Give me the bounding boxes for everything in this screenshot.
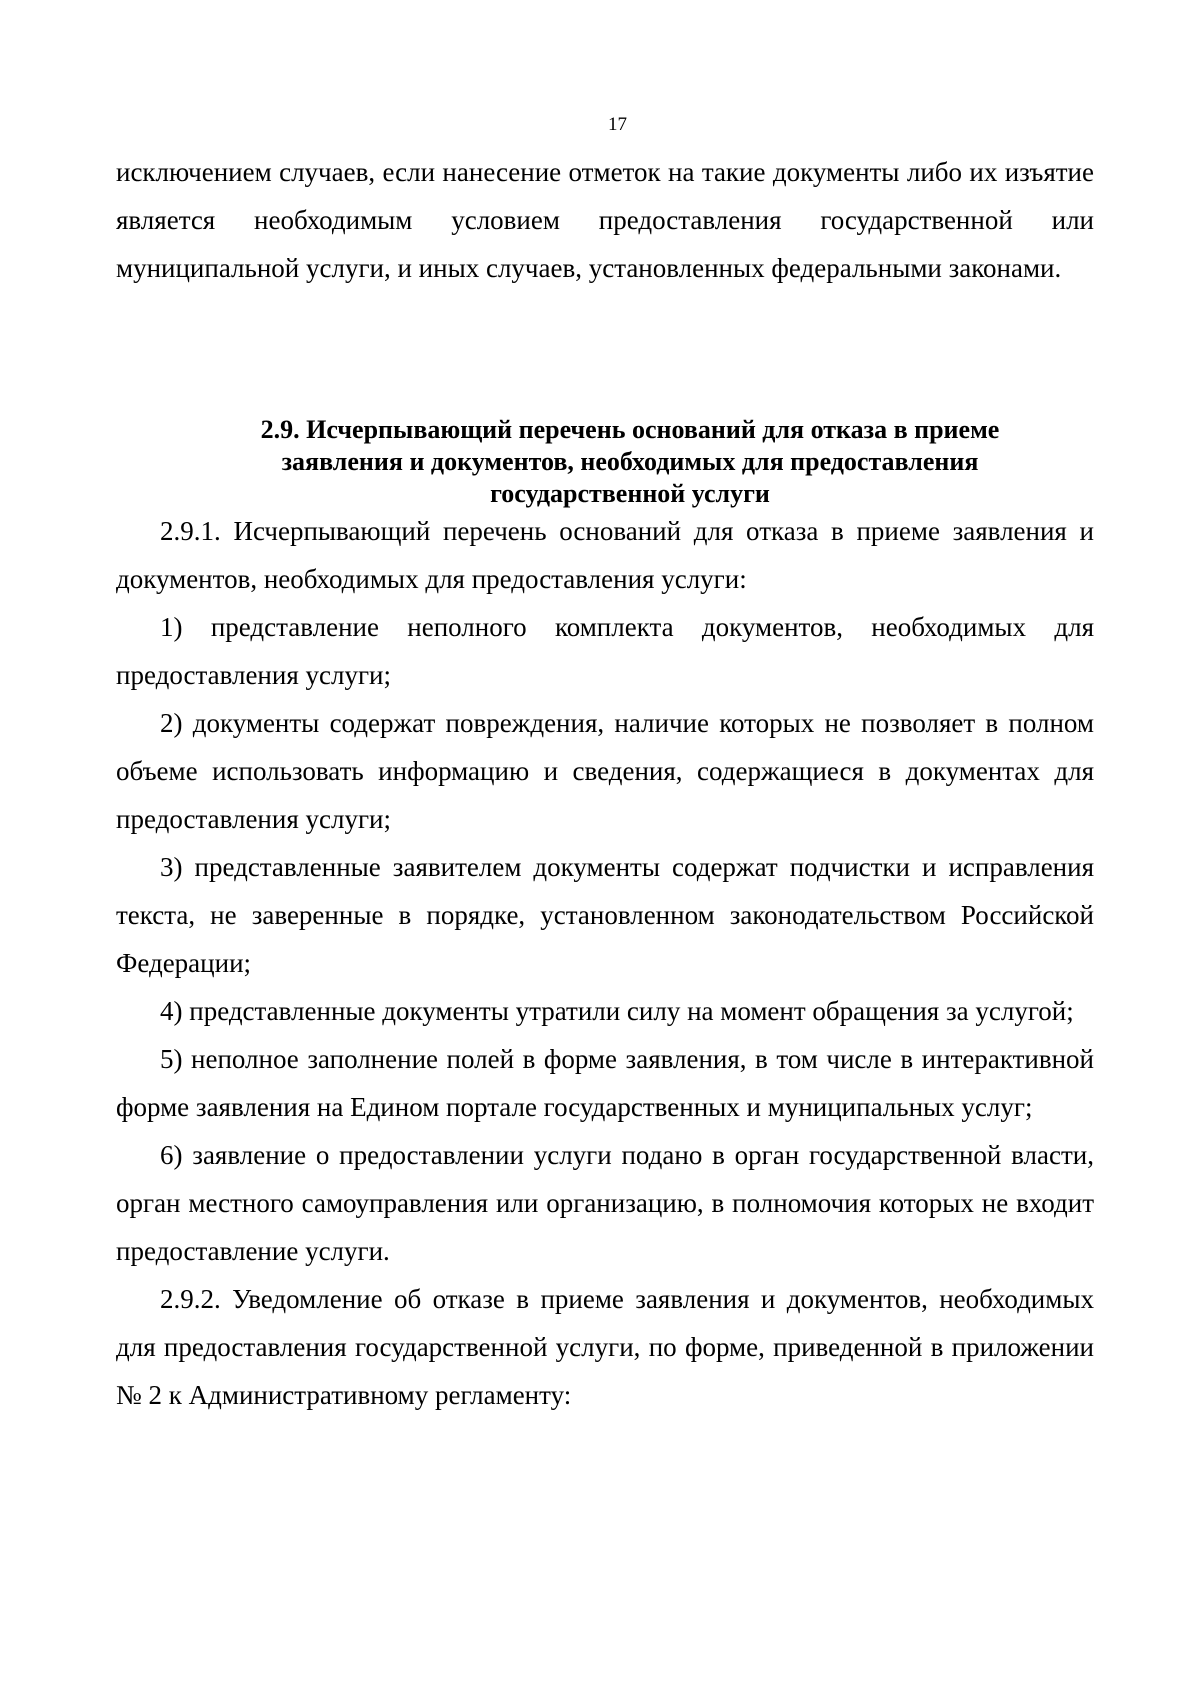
list-item-5: 5) неполное заполнение полей в форме заявления, в том числе в интерактивной форме заявления на Едином портале государственных и муниципальных услуг; — [116, 1044, 1094, 1122]
paragraph-2-9-2: 2.9.2. Уведомление об отказе в приеме заявления и документов, необходимых для предоставления государственной услуги, по форме, приведенной в приложении № 2 к Административному регламенту: — [116, 1284, 1094, 1410]
section-heading-line-2: заявления и документов, необходимых для предоставления — [281, 447, 979, 476]
paragraph-2-9-1: 2.9.1. Исчерпывающий перечень оснований для отказа в приеме заявления и документов, необходимых для предоставления услуги: — [116, 516, 1094, 594]
list-item-4: 4) представленные документы утратили силу на момент обращения за услугой; — [160, 996, 1074, 1026]
section-heading-line-1: 2.9. Исчерпывающий перечень оснований для отказа в приеме — [260, 415, 1000, 444]
list-item-6: 6) заявление о предоставлении услуги подано в орган государственной власти, орган местного самоуправления или организацию, в полномочия которых не входит предоставление услуги. — [116, 1140, 1094, 1266]
list-item-3: 3) представленные заявителем документы содержат подчистки и исправления текста, не заверенные в порядке, установленном законодательством Российской Федерации; — [116, 852, 1094, 978]
intro-paragraph: исключением случаев, если нанесение отметок на такие документы либо их изъятие является необходимым условием предоставления государственной или муниципальной услуги, и иных случаев, установленных федеральными законами. — [116, 157, 1094, 283]
list-item-2: 2) документы содержат повреждения, наличие которых не позволяет в полном объеме использовать информацию и сведения, содержащиеся в документах для предоставления услуги; — [116, 708, 1094, 834]
section-heading — [116, 414, 1144, 510]
list-item-1: 1) представление неполного комплекта документов, необходимых для предоставления услуги; — [116, 612, 1094, 690]
section-body — [116, 507, 1094, 1419]
section-heading-line-3: государственной услуги — [490, 479, 770, 508]
intro-paragraph-block — [116, 148, 1094, 292]
page-number: 17 — [608, 114, 627, 135]
